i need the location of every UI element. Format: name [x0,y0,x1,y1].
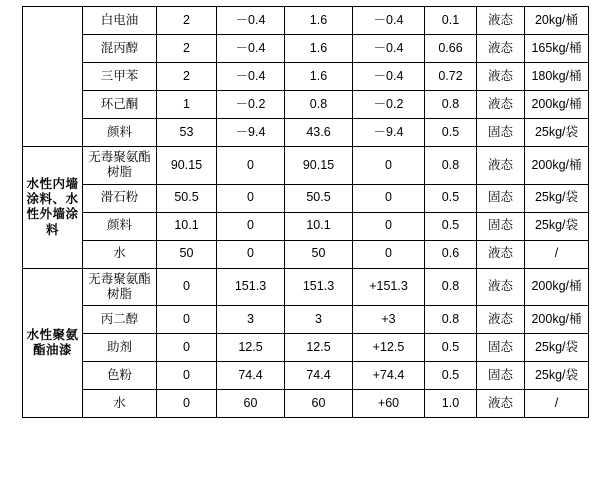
value-cell-5: 0.6 [425,240,477,268]
table-row [23,35,589,63]
value-cell-1: 2 [157,7,217,35]
value-cell-5: 0.5 [425,119,477,147]
value-cell-5: 0.8 [425,306,477,334]
value-cell-5: 0.1 [425,7,477,35]
value-cell-2: 60 [217,390,285,418]
state-cell: 液态 [477,91,525,119]
value-cell-3: 1.6 [285,7,353,35]
material-name-cell: 颜料 [83,212,157,240]
value-cell-1: 0 [157,268,217,306]
table-row [23,212,589,240]
table-row [23,240,589,268]
materials-table [22,6,589,418]
state-cell: 固态 [477,212,525,240]
material-name-cell: 无毒聚氨酯树脂 [83,268,157,306]
value-cell-4: －9.4 [353,119,425,147]
value-cell-4: －0.4 [353,35,425,63]
value-cell-4: 0 [353,212,425,240]
state-cell: 液态 [477,63,525,91]
group-cell [23,7,83,147]
value-cell-4: 0 [353,184,425,212]
value-cell-2: 3 [217,306,285,334]
state-cell: 液态 [477,147,525,185]
value-cell-5: 0.8 [425,147,477,185]
state-cell: 液态 [477,35,525,63]
value-cell-3: 43.6 [285,119,353,147]
state-cell: 液态 [477,390,525,418]
material-name-cell: 滑石粉 [83,184,157,212]
package-cell: 200kg/桶 [525,147,589,185]
material-name-cell: 水 [83,240,157,268]
material-name-cell: 混丙醇 [83,35,157,63]
value-cell-2: －0.4 [217,7,285,35]
value-cell-5: 0.5 [425,362,477,390]
value-cell-2: 151.3 [217,268,285,306]
value-cell-4: +60 [353,390,425,418]
value-cell-2: －0.4 [217,35,285,63]
value-cell-1: 0 [157,306,217,334]
value-cell-3: 12.5 [285,334,353,362]
value-cell-5: 0.72 [425,63,477,91]
value-cell-4: －0.4 [353,7,425,35]
table-row [23,306,589,334]
package-cell: 200kg/桶 [525,306,589,334]
value-cell-4: －0.2 [353,91,425,119]
table-row [23,91,589,119]
state-cell: 固态 [477,119,525,147]
package-cell: / [525,390,589,418]
state-cell: 固态 [477,362,525,390]
table-body [23,7,589,418]
state-cell: 固态 [477,334,525,362]
value-cell-3: 90.15 [285,147,353,185]
state-cell: 液态 [477,268,525,306]
value-cell-3: 3 [285,306,353,334]
value-cell-1: 53 [157,119,217,147]
table-row [23,268,589,306]
table-row [23,184,589,212]
package-cell: 25kg/袋 [525,119,589,147]
value-cell-2: 0 [217,184,285,212]
value-cell-5: 1.0 [425,390,477,418]
value-cell-3: 50 [285,240,353,268]
value-cell-3: 50.5 [285,184,353,212]
material-name-cell: 色粉 [83,362,157,390]
value-cell-3: 1.6 [285,63,353,91]
value-cell-3: 10.1 [285,212,353,240]
value-cell-1: 2 [157,35,217,63]
table-row [23,334,589,362]
table-row [23,390,589,418]
material-name-cell: 环己酮 [83,91,157,119]
material-name-cell: 丙二醇 [83,306,157,334]
package-cell: 25kg/袋 [525,212,589,240]
table-row [23,63,589,91]
material-name-cell: 助剂 [83,334,157,362]
value-cell-1: 50 [157,240,217,268]
value-cell-3: 0.8 [285,91,353,119]
package-cell: 25kg/袋 [525,362,589,390]
value-cell-2: 0 [217,147,285,185]
value-cell-5: 0.5 [425,334,477,362]
value-cell-5: 0.5 [425,212,477,240]
value-cell-4: 0 [353,240,425,268]
value-cell-2: 0 [217,212,285,240]
value-cell-3: 74.4 [285,362,353,390]
value-cell-1: 1 [157,91,217,119]
value-cell-4: －0.4 [353,63,425,91]
value-cell-2: －0.4 [217,63,285,91]
state-cell: 液态 [477,7,525,35]
package-cell: 200kg/桶 [525,91,589,119]
value-cell-1: 90.15 [157,147,217,185]
state-cell: 液态 [477,306,525,334]
group-cell: 水性内墙涂料、水性外墙涂料 [23,147,83,269]
value-cell-3: 151.3 [285,268,353,306]
group-cell: 水性聚氨酯油漆 [23,268,83,418]
value-cell-5: 0.5 [425,184,477,212]
value-cell-5: 0.8 [425,91,477,119]
material-name-cell: 白电油 [83,7,157,35]
value-cell-3: 60 [285,390,353,418]
value-cell-1: 50.5 [157,184,217,212]
value-cell-1: 10.1 [157,212,217,240]
value-cell-1: 0 [157,334,217,362]
package-cell: 180kg/桶 [525,63,589,91]
table-row [23,119,589,147]
value-cell-4: +12.5 [353,334,425,362]
value-cell-4: 0 [353,147,425,185]
package-cell: / [525,240,589,268]
material-name-cell: 无毒聚氨酯树脂 [83,147,157,185]
value-cell-2: 74.4 [217,362,285,390]
material-name-cell: 颜料 [83,119,157,147]
package-cell: 20kg/桶 [525,7,589,35]
material-name-cell: 三甲苯 [83,63,157,91]
package-cell: 200kg/桶 [525,268,589,306]
value-cell-2: 0 [217,240,285,268]
value-cell-5: 0.8 [425,268,477,306]
value-cell-1: 2 [157,63,217,91]
table-row [23,7,589,35]
value-cell-2: －9.4 [217,119,285,147]
material-name-cell: 水 [83,390,157,418]
value-cell-2: 12.5 [217,334,285,362]
value-cell-4: +3 [353,306,425,334]
value-cell-5: 0.66 [425,35,477,63]
value-cell-1: 0 [157,390,217,418]
table-row [23,147,589,185]
value-cell-1: 0 [157,362,217,390]
value-cell-4: +151.3 [353,268,425,306]
package-cell: 165kg/桶 [525,35,589,63]
package-cell: 25kg/袋 [525,334,589,362]
state-cell: 固态 [477,184,525,212]
table-row [23,362,589,390]
value-cell-2: －0.2 [217,91,285,119]
state-cell: 液态 [477,240,525,268]
package-cell: 25kg/袋 [525,184,589,212]
value-cell-3: 1.6 [285,35,353,63]
value-cell-4: +74.4 [353,362,425,390]
